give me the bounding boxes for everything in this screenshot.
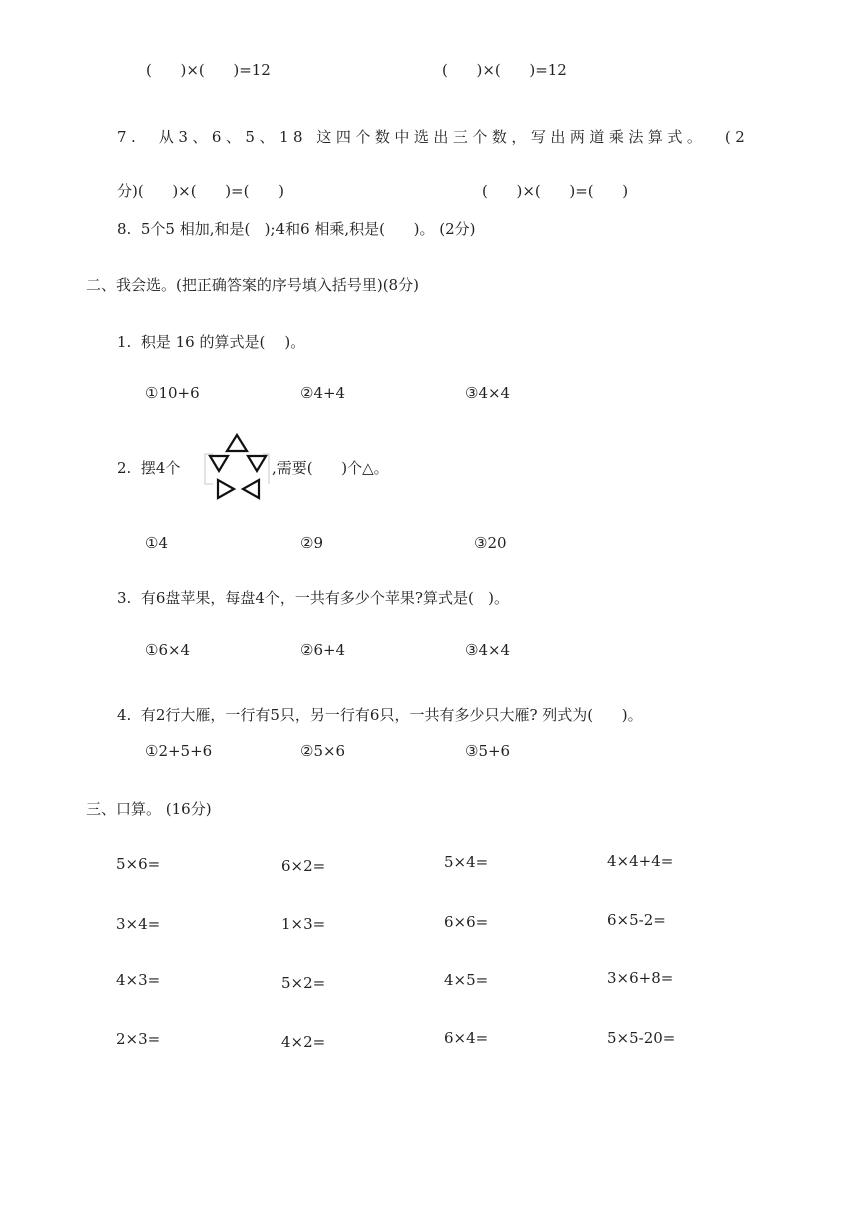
triangle-left xyxy=(210,456,228,471)
q1-option-2: ②4+4 xyxy=(300,384,346,402)
q2-option-2: ②9 xyxy=(300,534,323,552)
triangle-top xyxy=(227,435,247,451)
choice-question-1: 1. 积是 16 的算式是( )。 xyxy=(117,333,306,351)
q3-option-1: ①6×4 xyxy=(145,641,191,659)
mental-math-item: 4×4+4= xyxy=(607,852,674,870)
blank-equation-right: ( )×( )=12 xyxy=(442,61,567,79)
mental-math-item: 6×4= xyxy=(444,1029,489,1047)
mental-math-item: 4×5= xyxy=(444,971,489,989)
triangle-bottom-left xyxy=(218,480,234,498)
q3-option-2: ②6+4 xyxy=(300,641,346,659)
mental-math-item: 5×6= xyxy=(116,855,161,873)
choice-question-2-after: ,需要( )个△。 xyxy=(272,459,389,477)
choice-question-2-before: 2. 摆4个 xyxy=(117,459,181,477)
q3-option-3: ③4×4 xyxy=(465,641,511,659)
question-7-text: 7. 从3、6、5、18 这四个数中选出三个数，写出两道乘法算式。 (2 xyxy=(117,128,750,146)
question-8-text: 8. 5个5 相加,和是( );4和6 相乘,积是( )。 (2分) xyxy=(117,220,476,238)
mental-math-item: 5×2= xyxy=(281,974,326,992)
question-7-blank-right: ( )×( )=( ) xyxy=(482,182,629,200)
blank-equation-left: ( )×( )=12 xyxy=(146,61,271,79)
mental-math-item: 6×2= xyxy=(281,857,326,875)
mental-math-item: 4×2= xyxy=(281,1033,326,1051)
q2-option-1: ①4 xyxy=(145,534,168,552)
mental-math-item: 2×3= xyxy=(116,1030,161,1048)
q1-option-3: ③4×4 xyxy=(465,384,511,402)
choice-question-4: 4. 有2行大雁，一行有5只，另一行有6只，一共有多少只大雁? 列式为( )。 xyxy=(117,706,643,724)
triangle-bottom-right xyxy=(243,480,259,498)
mental-math-item: 5×5-20= xyxy=(607,1029,676,1047)
mental-math-item: 4×3= xyxy=(116,971,161,989)
mental-math-item: 3×6+8= xyxy=(607,969,674,987)
question-7-blank-left: 分)( )×( )=( ) xyxy=(117,182,284,200)
q4-option-3: ③5+6 xyxy=(465,742,511,760)
mental-math-item: 5×4= xyxy=(444,853,489,871)
q1-option-1: ①10+6 xyxy=(145,384,200,402)
section-2-title: 二、我会选。(把正确答案的序号填入括号里)(8分) xyxy=(86,276,419,294)
choice-question-3: 3. 有6盘苹果，每盘4个，一共有多少个苹果?算式是( )。 xyxy=(117,589,509,607)
mental-math-item: 6×5-2= xyxy=(607,911,666,929)
triangle-arrangement-figure xyxy=(203,432,273,502)
mental-math-item: 1×3= xyxy=(281,915,326,933)
q4-option-2: ②5×6 xyxy=(300,742,346,760)
mental-math-item: 6×6= xyxy=(444,913,489,931)
q2-option-3: ③20 xyxy=(474,534,507,552)
q4-option-1: ①2+5+6 xyxy=(145,742,213,760)
section-3-title: 三、口算。 (16分) xyxy=(86,800,212,818)
mental-math-item: 3×4= xyxy=(116,915,161,933)
triangle-right xyxy=(248,456,266,471)
